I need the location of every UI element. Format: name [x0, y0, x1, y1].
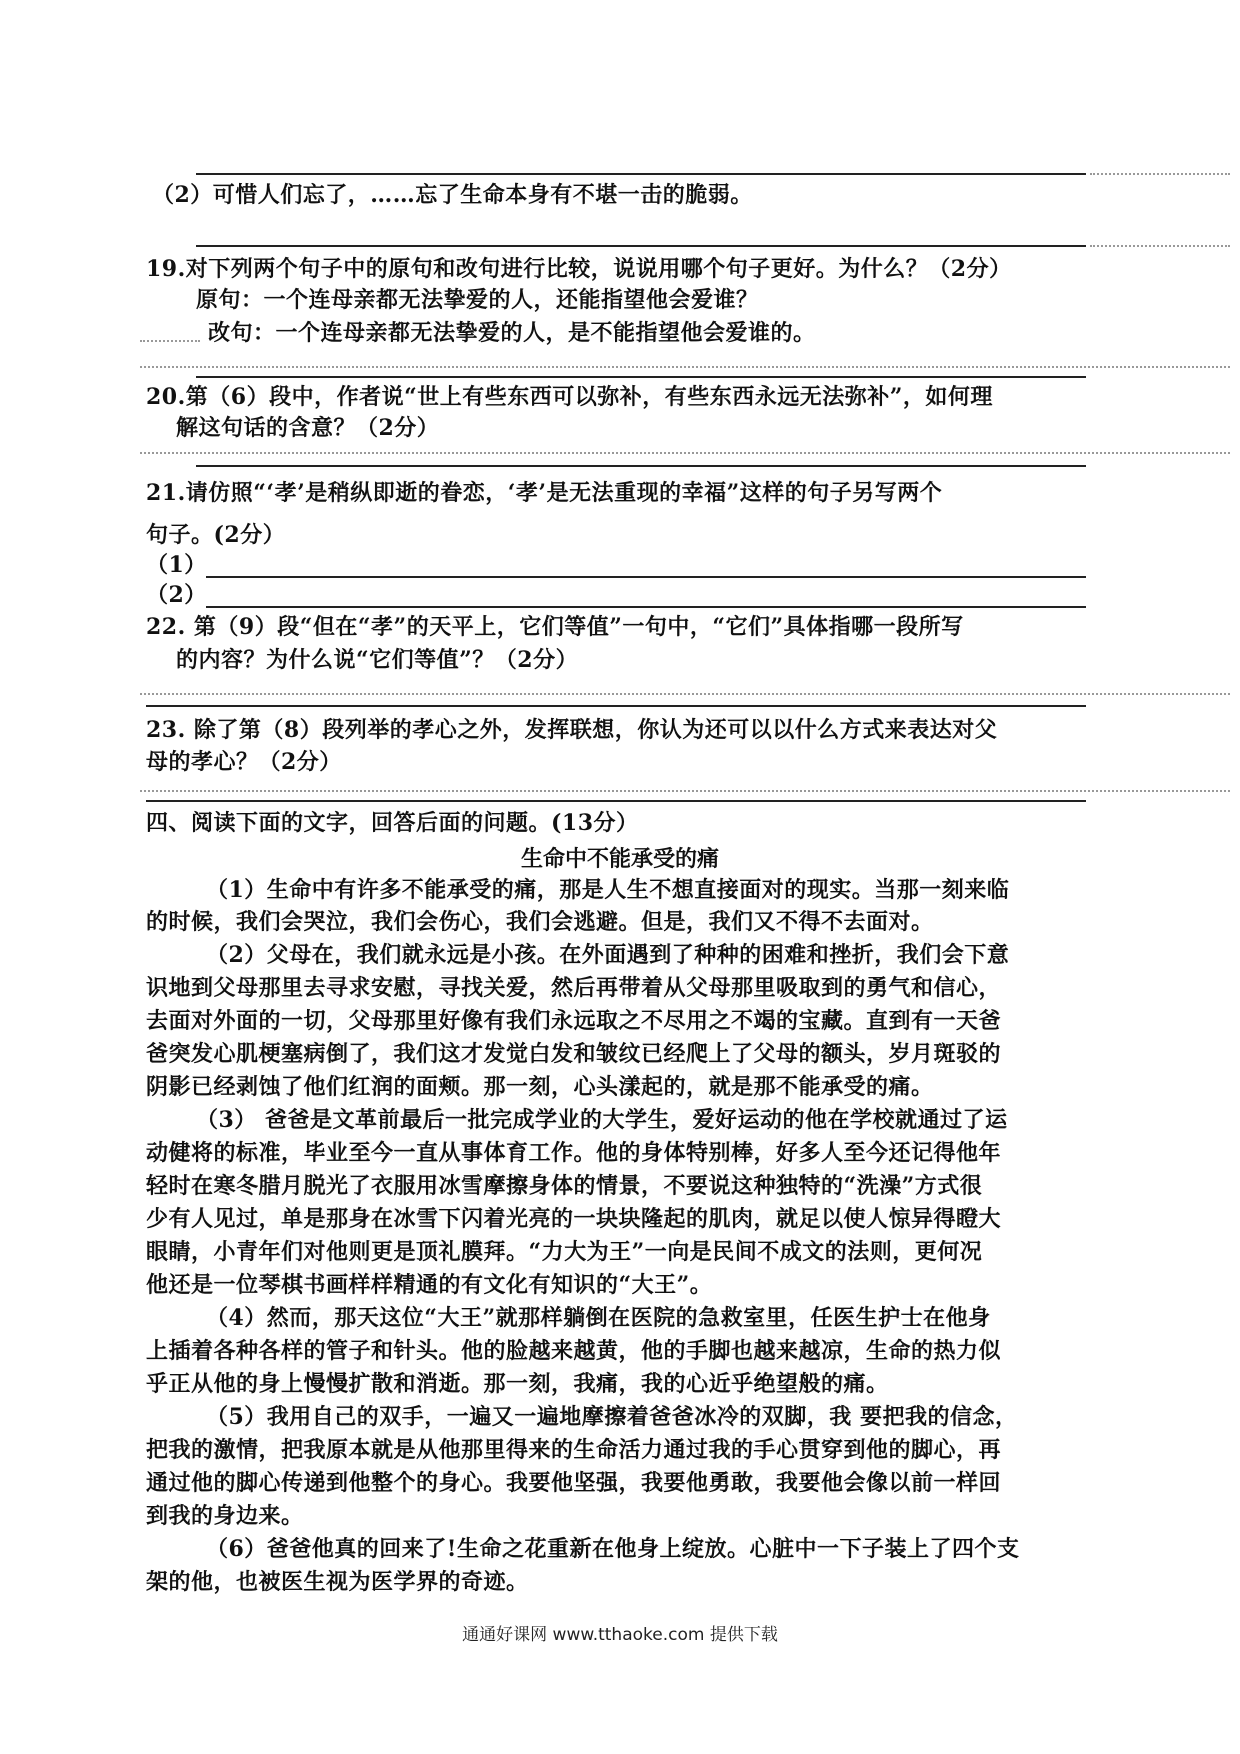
- section-heading: 四、阅读下面的文字，回答后面的问题。(13分）: [146, 810, 639, 836]
- question-19: 19.对下列两个句子中的原句和改句进行比较，说说用哪个句子更好。为什么？（2分）: [146, 256, 1012, 282]
- scan-dots: [140, 790, 1230, 792]
- question-23-line2: 母的孝心？（2分）: [146, 749, 342, 775]
- paragraph-3-line: 动健将的标准，毕业至今一直从事体育工作。他的身体特别棒，好多人至今还记得他年: [146, 1140, 1002, 1166]
- question-18-2: （2）可惜人们忘了，……忘了生命本身有不堪一击的脆弱。: [152, 182, 753, 208]
- scan-dots: [1090, 173, 1230, 175]
- answer-line: [196, 465, 1086, 467]
- paragraph-1-line: （1）生命中有许多不能承受的痛，那是人生不想直接面对的现实。当那一刻来临: [206, 877, 1010, 903]
- article-title: 生命中不能承受的痛: [520, 846, 719, 872]
- paragraph-3-line: 眼睛，小青年们对他则更是顶礼膜拜。“力大为王”一向是民间不成文的法则，更何况: [146, 1239, 983, 1265]
- question-22-line2: 的内容？为什么说“它们等值”？（2分）: [176, 647, 579, 673]
- scan-dots: [140, 366, 1230, 368]
- answer-line: [196, 376, 1086, 378]
- paragraph-5-line: 把我的激情，把我原本就是从他那里得来的生命活力通过我的手心贯穿到他的脚心，再: [146, 1437, 1002, 1463]
- question-22-line1: 22. 第（9）段“但在“孝”的天平上，它们等值”一句中，“它们”具体指哪一段所写: [146, 614, 964, 640]
- answer-line: [196, 245, 1086, 247]
- answer-line: [206, 606, 1086, 608]
- paragraph-2-line: 去面对外面的一切，父母那里好像有我们永远取之不尽用之不竭的宝藏。直到有一天爸: [146, 1008, 1002, 1034]
- answer-line: [146, 800, 1086, 802]
- question-19-modified: 改句：一个连母亲都无法挚爱的人，是不能指望他会爱谁的。: [208, 320, 816, 346]
- paragraph-2-line: 阴影已经剥蚀了他们红润的面颊。那一刻，心头漾起的，就是那不能承受的痛。: [146, 1074, 934, 1100]
- paragraph-5-line: （5）我用自己的双手，一遍又一遍地摩擦着爸爸冰冷的双脚，我 要把我的信念，: [206, 1404, 1018, 1430]
- answer-line: [146, 705, 1086, 707]
- paragraph-5-line: 通过他的脚心传递到他整个的身心。我要他坚强，我要他勇敢，我要他会像以前一样回: [146, 1470, 1002, 1496]
- answer-line: [206, 576, 1086, 578]
- paragraph-4-line: 乎正从他的身上慢慢扩散和消逝。那一刻，我痛，我的心近乎绝望般的痛。: [146, 1371, 889, 1397]
- scan-dots: [140, 340, 200, 342]
- paragraph-2-line: 识地到父母那里去寻求安慰，寻找关爱，然后再带着从父母那里吸取到的勇气和信心，: [146, 975, 1002, 1001]
- paragraph-5-line: 到我的身边来。: [146, 1503, 304, 1529]
- question-20-line1: 20.第（6）段中，作者说“世上有些东西可以弥补，有些东西永远无法弥补”，如何理: [146, 384, 993, 410]
- paragraph-6-line: 架的他，也被医生视为医学界的奇迹。: [146, 1569, 529, 1595]
- scan-dots: [140, 452, 1230, 454]
- paragraph-4-line: （4）然而，那天这位“大王”就那样躺倒在医院的急救室里，任医生护士在他身: [206, 1305, 991, 1331]
- paragraph-3-line: 他还是一位琴棋书画样样精通的有文化有知识的“大王”。: [146, 1272, 713, 1298]
- paragraph-3-line: 少有人见过，单是那身在冰雪下闪着光亮的一块块隆起的肌肉，就足以使人惊异得瞪大: [146, 1206, 1002, 1232]
- question-23-line1: 23. 除了第（8）段列举的孝心之外，发挥联想，你认为还可以以什么方式来表达对父: [146, 717, 998, 743]
- question-21-line1: 21.请仿照“‘孝’是稍纵即逝的眷恋，‘孝’是无法重现的幸福”这样的句子另写两个: [146, 480, 943, 506]
- paragraph-3-line: （3） 爸爸是文革前最后一批完成学业的大学生，爱好运动的他在学校就通过了运: [196, 1107, 1008, 1133]
- paragraph-2-line: （2）父母在，我们就永远是小孩。在外面遇到了种种的困难和挫折，我们会下意: [206, 942, 1010, 968]
- question-21-answer-1-label: （1）: [146, 552, 207, 578]
- answer-line: [196, 173, 1086, 175]
- question-21-line2: 句子。(2分）: [146, 522, 286, 548]
- paragraph-2-line: 爸突发心肌梗塞病倒了，我们这才发觉白发和皱纹已经爬上了父母的额头，岁月斑驳的: [146, 1041, 1002, 1067]
- question-20-line2: 解这句话的含意？（2分）: [176, 415, 440, 441]
- download-footer: 通通好课网 www.tthaoke.com 提供下载: [462, 1625, 778, 1645]
- question-19-original: 原句：一个连母亲都无法挚爱的人，还能指望他会爱谁？: [196, 287, 759, 313]
- scan-dots: [140, 693, 1230, 695]
- paragraph-3-line: 轻时在寒冬腊月脱光了衣服用冰雪摩擦身体的情景，不要说这种独特的“洗澡”方式很: [146, 1173, 983, 1199]
- question-21-answer-2-label: （2）: [146, 582, 207, 608]
- paragraph-4-line: 上插着各种各样的管子和针头。他的脸越来越黄，他的手脚也越来越凉，生命的热力似: [146, 1338, 1002, 1364]
- paragraph-6-line: （6）爸爸他真的回来了!生命之花重新在他身上绽放。心脏中一下子装上了四个支: [206, 1536, 1020, 1562]
- scan-dots: [1090, 245, 1230, 247]
- paragraph-1-line: 的时候，我们会哭泣，我们会伤心，我们会逃避。但是，我们又不得不去面对。: [146, 909, 934, 935]
